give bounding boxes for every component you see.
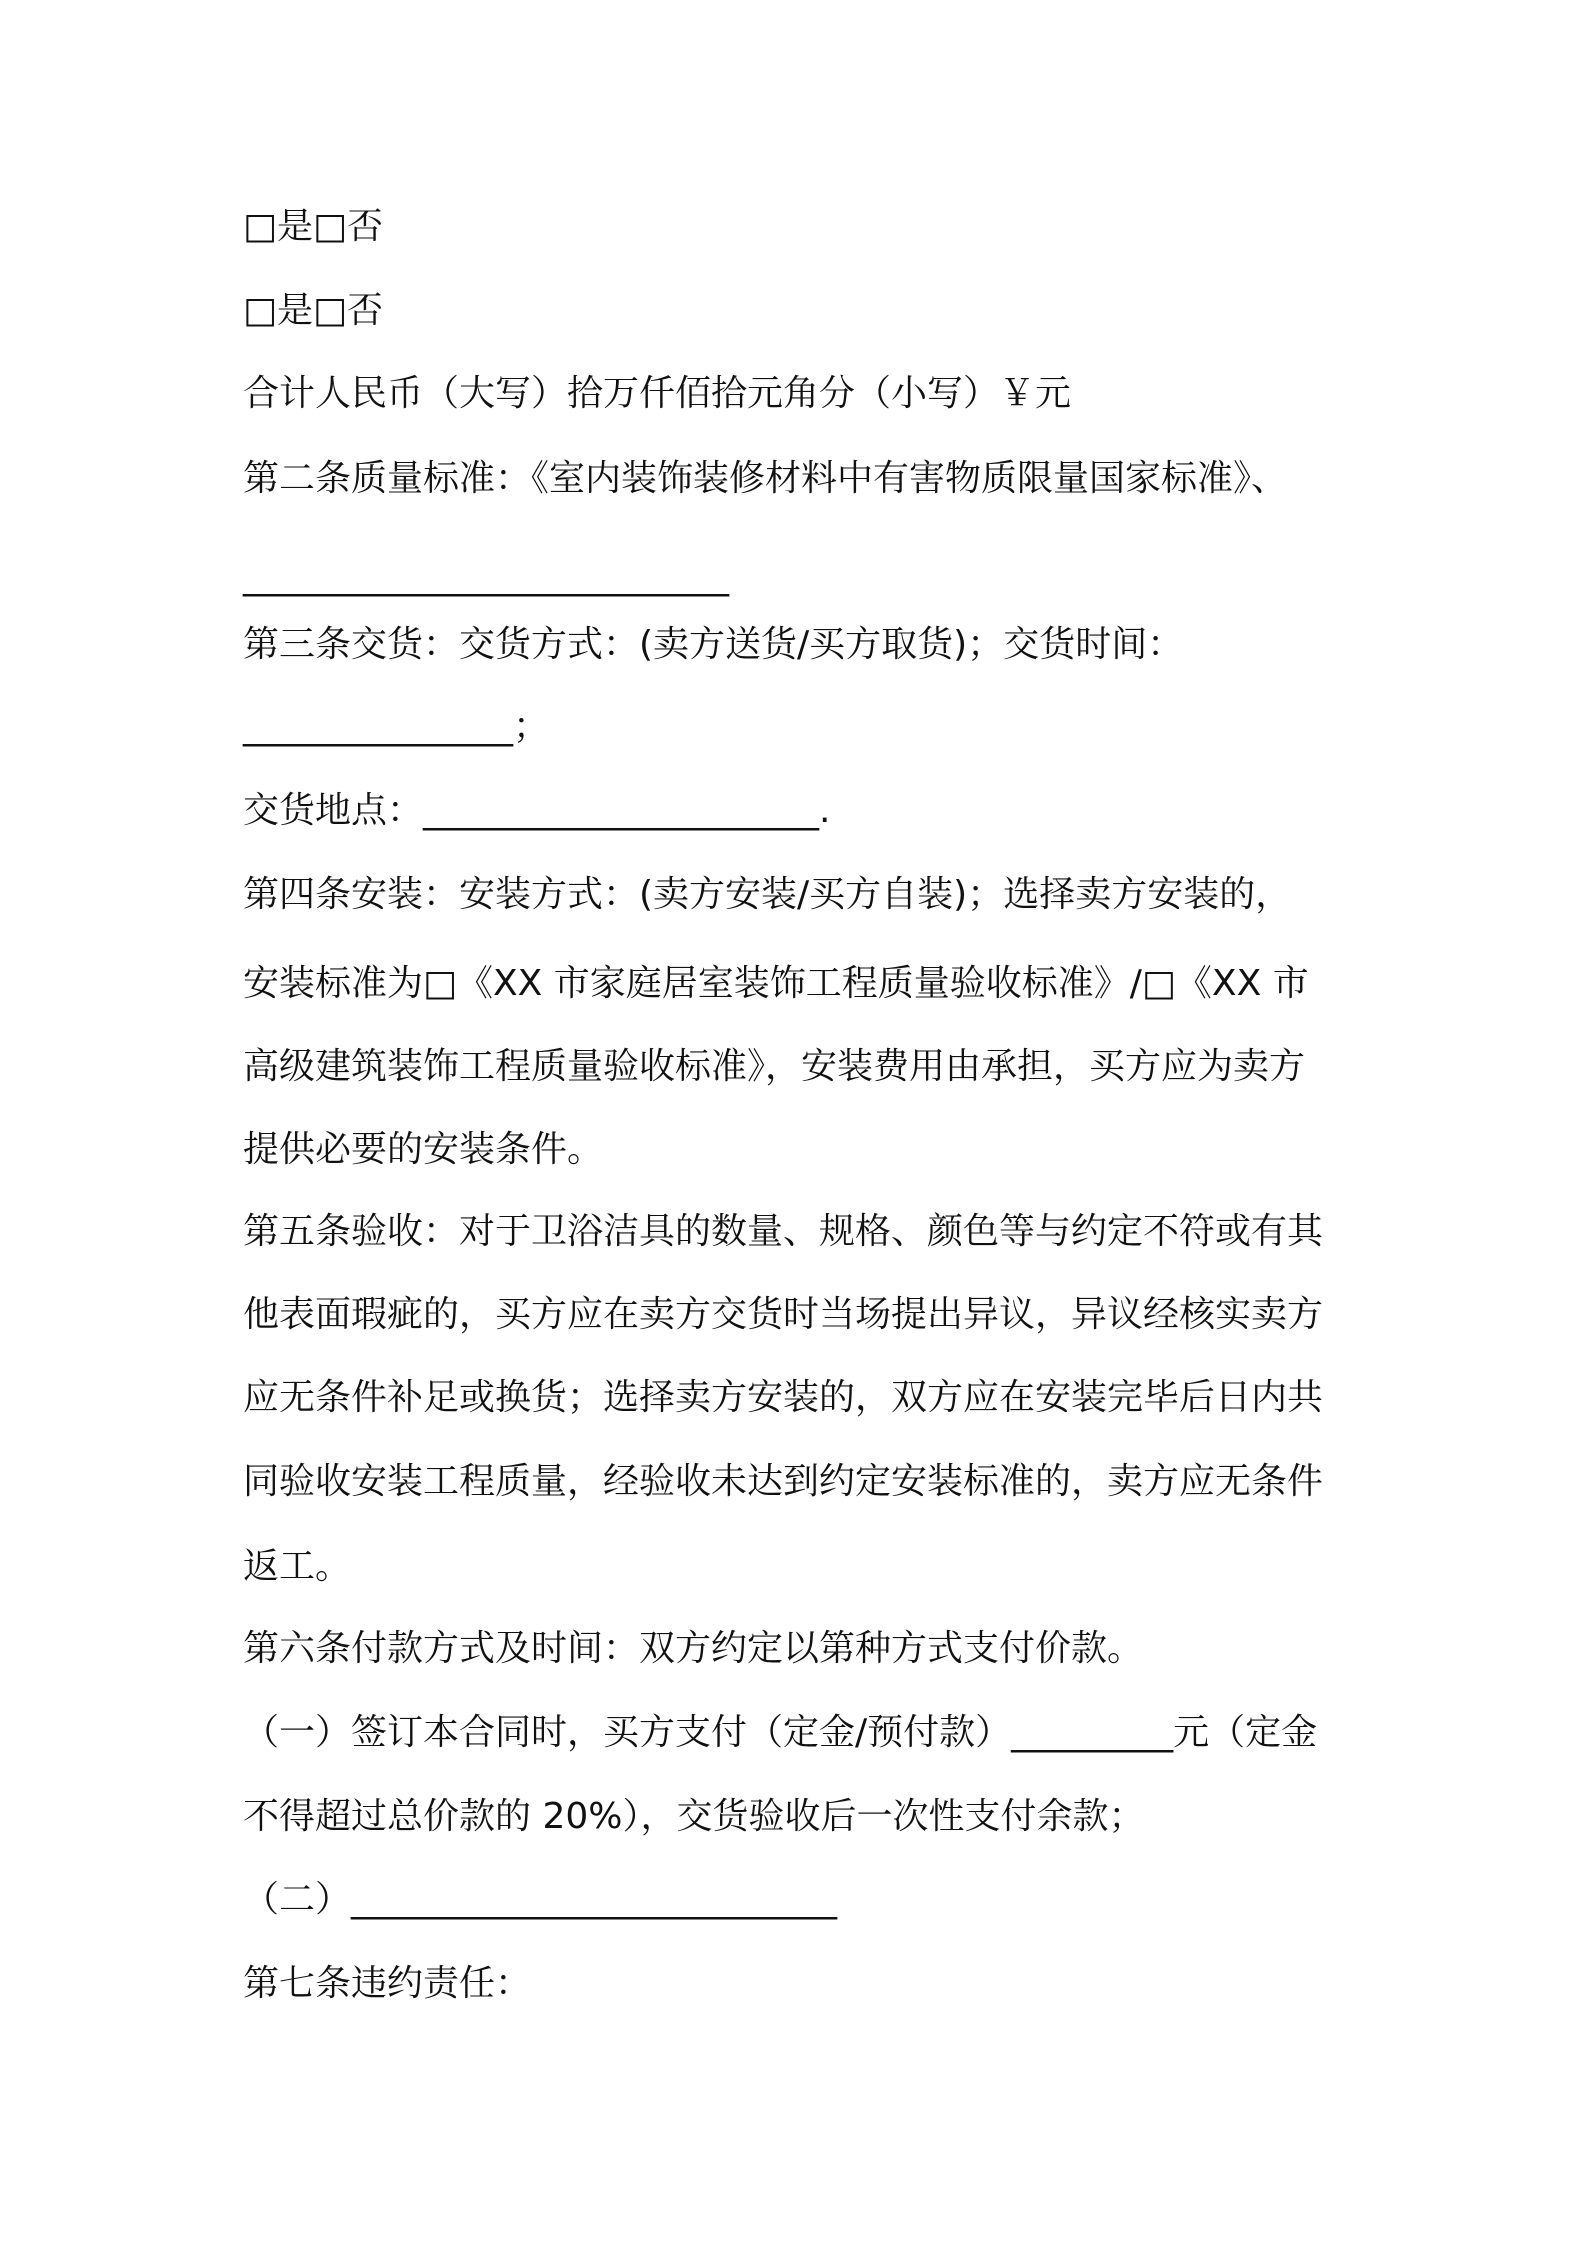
article-7-liability: 第七条违约责任： <box>243 1963 532 2004</box>
article-3-delivery: 第三条交货：交货方式：(卖方送货/买方取货)；交货时间： <box>243 624 1184 665</box>
delivery-time-blank: _______________； <box>243 706 549 747</box>
article-5-acceptance-2: 他表面瑕疵的，买方应在卖方交货时当场提出异议，异议经核实卖方 <box>243 1294 1324 1335</box>
total-amount-line: 合计人民币（大写）拾万仟佰拾元角分（小写）￥元 <box>243 373 1072 414</box>
payment-option-2: （二）___________________________ <box>243 1879 838 1920</box>
payment-option-1b: 不得超过总价款的 20%），交货验收后一次性支付余款； <box>243 1796 1145 1837</box>
article-4-standard-2: 高级建筑装饰工程质量验收标准》，安装费用由承担，买方应为卖方 <box>243 1046 1306 1087</box>
payment-option-1a: （一）签订本合同时，买方支付（定金/预付款）_________元（定金 <box>243 1712 1318 1753</box>
article-4-install: 第四条安装：安装方式：(卖方安装/买方自装)；选择卖方安装的， <box>243 874 1292 915</box>
delivery-place-line: 交货地点：______________________. <box>243 790 831 831</box>
article-4-standard-1: 安装标准为□《XX 市家庭居室装饰工程质量验收标准》/□《XX 市 <box>243 963 1309 1004</box>
article-5-acceptance-5: 返工。 <box>243 1546 352 1587</box>
article-4-standard-3: 提供必要的安装条件。 <box>243 1129 604 1170</box>
article-6-payment: 第六条付款方式及时间：双方约定以第种方式支付价款。 <box>243 1628 1144 1669</box>
article-5-acceptance-3: 应无条件补足或换货；选择卖方安装的，双方应在安装完毕后日内共 <box>243 1377 1324 1418</box>
article-2-blank: ___________________________ <box>243 556 729 597</box>
checkbox-line-1: □是□否 <box>243 206 384 247</box>
article-5-acceptance-1: 第五条验收：对于卫浴洁具的数量、规格、颜色等与约定不符或有其 <box>243 1211 1324 1252</box>
checkbox-line-2: □是□否 <box>243 290 384 331</box>
article-5-acceptance-4: 同验收安装工程质量，经验收未达到约定安装标准的，卖方应无条件 <box>243 1461 1324 1502</box>
article-2-quality: 第二条质量标准：《室内装饰装修材料中有害物质限量国家标准》、 <box>243 458 1288 499</box>
